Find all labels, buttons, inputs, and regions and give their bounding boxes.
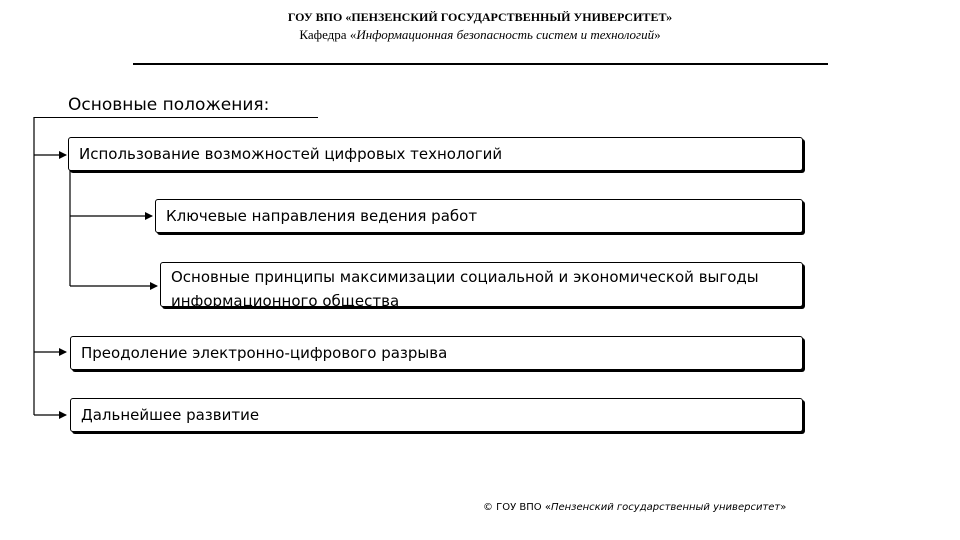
box-digital-divide: Преодоление электронно-цифрового разрыва xyxy=(70,336,803,370)
footer-suffix: » xyxy=(780,502,787,513)
box-digital-technologies: Использование возможностей цифровых технологий xyxy=(68,137,803,171)
department-suffix: » xyxy=(654,27,661,42)
section-title: Основные положения: xyxy=(68,95,270,115)
department-name: Информационная безопасность систем и технологий xyxy=(356,27,655,42)
box-key-directions: Ключевые направления ведения работ xyxy=(155,199,803,233)
department-prefix: Кафедра « xyxy=(299,27,357,42)
university-title: ГОУ ВПО «ПЕНЗЕНСКИЙ ГОСУДАРСТВЕННЫЙ УНИВЕРСИТЕТ» xyxy=(287,10,673,24)
footer-copyright xyxy=(483,502,786,513)
box-further-development: Дальнейшее развитие xyxy=(70,398,803,432)
box-principles: Основные принципы максимизации социальной и экономической выгоды информационного общества xyxy=(160,262,803,307)
footer-prefix: © ГОУ ВПО « xyxy=(483,502,551,513)
footer-name: Пензенский государственный университет xyxy=(550,502,781,513)
